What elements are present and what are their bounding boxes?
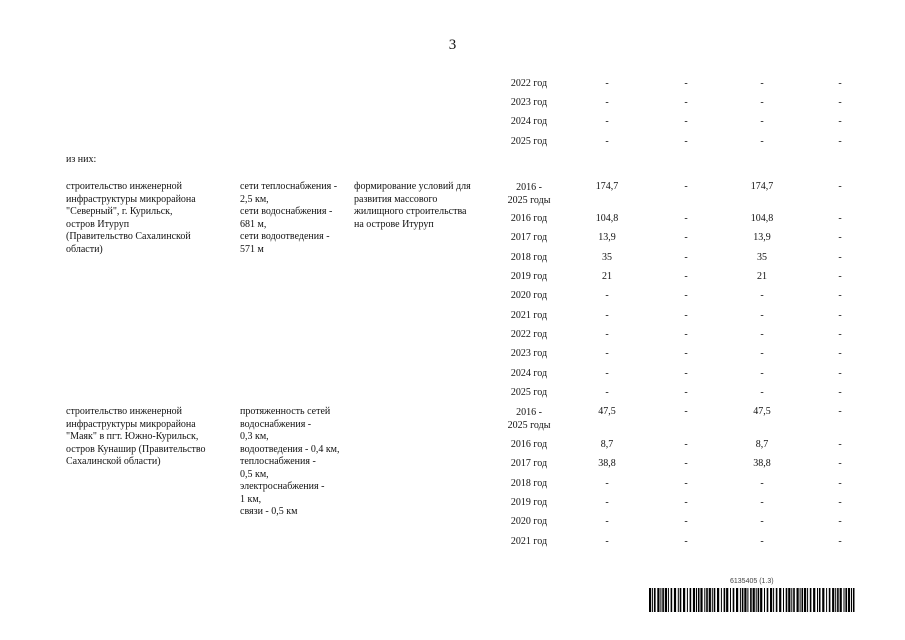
value-cell: 21 bbox=[757, 271, 767, 282]
year-range-cell: 2016 - 2025 годы bbox=[507, 182, 551, 206]
value-cell: - bbox=[838, 116, 842, 127]
value-cell: - bbox=[684, 536, 688, 547]
value-cell: 104,8 bbox=[595, 213, 619, 224]
value-cell: - bbox=[605, 290, 609, 301]
value-cell: - bbox=[838, 387, 842, 398]
year-cell: 2023 год bbox=[510, 348, 548, 359]
value-cell: - bbox=[838, 213, 842, 224]
value-cell: - bbox=[760, 116, 764, 127]
year-cell: 2018 год bbox=[510, 252, 548, 263]
value-cell: - bbox=[684, 516, 688, 527]
year-cell: 2016 год bbox=[510, 439, 548, 450]
of-them-label: из них: bbox=[66, 154, 97, 165]
value-cell: - bbox=[605, 310, 609, 321]
value-cell: - bbox=[760, 78, 764, 89]
project-capacity: сети теплоснабжения - 2,5 км, сети водоснабжения - 681 м, сети водоотведения - 571 м bbox=[240, 181, 338, 255]
project-goal: формирование условий для развития массового жилищного строительства на острове Итуруп bbox=[354, 181, 471, 230]
value-cell: - bbox=[684, 290, 688, 301]
value-cell: - bbox=[760, 478, 764, 489]
value-cell: - bbox=[838, 78, 842, 89]
value-cell: 38,8 bbox=[753, 458, 771, 469]
value-cell: - bbox=[760, 329, 764, 340]
year-range-cell: 2016 - 2025 годы bbox=[507, 407, 551, 431]
value-cell: - bbox=[605, 497, 609, 508]
value-cell: - bbox=[838, 478, 842, 489]
value-cell: - bbox=[838, 136, 842, 147]
value-cell: - bbox=[760, 310, 764, 321]
value-cell: - bbox=[838, 439, 842, 450]
value-cell: - bbox=[838, 181, 842, 192]
year-cell: 2021 год bbox=[510, 536, 548, 547]
value-cell: - bbox=[838, 271, 842, 282]
value-cell: 21 bbox=[602, 271, 612, 282]
year-cell: 2024 год bbox=[510, 116, 548, 127]
value-cell: - bbox=[684, 252, 688, 263]
value-cell: - bbox=[684, 181, 688, 192]
value-cell: 174,7 bbox=[750, 181, 774, 192]
value-cell: - bbox=[684, 387, 688, 398]
value-cell: - bbox=[760, 97, 764, 108]
value-cell: - bbox=[605, 136, 609, 147]
value-cell: 35 bbox=[602, 252, 612, 263]
value-cell: - bbox=[684, 232, 688, 243]
value-cell: - bbox=[605, 478, 609, 489]
value-cell: - bbox=[760, 136, 764, 147]
value-cell: - bbox=[838, 497, 842, 508]
year-cell: 2020 год bbox=[510, 290, 548, 301]
value-cell: - bbox=[684, 271, 688, 282]
value-cell: - bbox=[838, 252, 842, 263]
value-cell: - bbox=[838, 348, 842, 359]
year-cell: 2019 год bbox=[510, 271, 548, 282]
value-cell: - bbox=[684, 478, 688, 489]
value-cell: - bbox=[684, 458, 688, 469]
project-name: строительство инженерной инфраструктуры микрорайона "Маяк" в пгт. Южно-Курильск, остров Кунашир (Правительство Сахалинской области) bbox=[66, 406, 206, 467]
value-cell: - bbox=[684, 136, 688, 147]
value-cell: - bbox=[838, 97, 842, 108]
project-capacity: протяженность сетей водоснабжения - 0,3 км, водоотведения - 0,4 км, теплоснабжения - 0,5 км, электроснабжения - 1 км, связи - 0,5 км bbox=[240, 406, 340, 517]
year-cell: 2018 год bbox=[510, 478, 548, 489]
year-cell: 2023 год bbox=[510, 97, 548, 108]
year-cell: 2024 год bbox=[510, 368, 548, 379]
value-cell: - bbox=[684, 348, 688, 359]
value-cell: - bbox=[838, 516, 842, 527]
value-cell: - bbox=[684, 497, 688, 508]
value-cell: 13,9 bbox=[598, 232, 616, 243]
year-cell: 2020 год bbox=[510, 516, 548, 527]
value-cell: - bbox=[838, 290, 842, 301]
value-cell: - bbox=[605, 116, 609, 127]
value-cell: - bbox=[838, 536, 842, 547]
value-cell: - bbox=[605, 536, 609, 547]
year-cell: 2016 год bbox=[510, 213, 548, 224]
value-cell: - bbox=[684, 78, 688, 89]
year-cell: 2022 год bbox=[510, 78, 548, 89]
value-cell: - bbox=[605, 516, 609, 527]
value-cell: 8,7 bbox=[755, 439, 769, 450]
year-cell: 2025 год bbox=[510, 387, 548, 398]
value-cell: - bbox=[684, 116, 688, 127]
value-cell: - bbox=[684, 368, 688, 379]
year-cell: 2017 год bbox=[510, 232, 548, 243]
value-cell: - bbox=[760, 497, 764, 508]
year-cell: 2025 год bbox=[510, 136, 548, 147]
value-cell: - bbox=[838, 406, 842, 417]
year-cell: 2021 год bbox=[510, 310, 548, 321]
project-name: строительство инженерной инфраструктуры микрорайона "Северный", г. Курильск, остров Итуруп (Правительство Сахалинской области) bbox=[66, 181, 196, 255]
value-cell: - bbox=[760, 536, 764, 547]
year-cell: 2017 год bbox=[510, 458, 548, 469]
value-cell: 174,7 bbox=[595, 181, 619, 192]
value-cell: - bbox=[760, 348, 764, 359]
value-cell: - bbox=[684, 439, 688, 450]
value-cell: 104,8 bbox=[750, 213, 774, 224]
value-cell: - bbox=[760, 368, 764, 379]
value-cell: - bbox=[684, 213, 688, 224]
value-cell: - bbox=[760, 290, 764, 301]
value-cell: 38,8 bbox=[598, 458, 616, 469]
barcode-label: 6135405 (1.3) bbox=[730, 578, 774, 585]
value-cell: - bbox=[684, 329, 688, 340]
value-cell: 47,5 bbox=[598, 406, 616, 417]
value-cell: - bbox=[605, 368, 609, 379]
year-cell: 2022 год bbox=[510, 329, 548, 340]
value-cell: - bbox=[605, 387, 609, 398]
value-cell: - bbox=[684, 97, 688, 108]
value-cell: - bbox=[838, 458, 842, 469]
page-number: 3 bbox=[448, 37, 457, 53]
value-cell: - bbox=[838, 232, 842, 243]
value-cell: - bbox=[838, 310, 842, 321]
value-cell: - bbox=[605, 348, 609, 359]
value-cell: 8,7 bbox=[600, 439, 614, 450]
value-cell: 47,5 bbox=[753, 406, 771, 417]
value-cell: 13,9 bbox=[753, 232, 771, 243]
value-cell: - bbox=[684, 310, 688, 321]
value-cell: - bbox=[838, 368, 842, 379]
barcode bbox=[649, 588, 855, 612]
value-cell: - bbox=[605, 97, 609, 108]
year-cell: 2019 год bbox=[510, 497, 548, 508]
value-cell: - bbox=[838, 329, 842, 340]
value-cell: - bbox=[760, 516, 764, 527]
value-cell: - bbox=[605, 78, 609, 89]
value-cell: - bbox=[760, 387, 764, 398]
value-cell: - bbox=[684, 406, 688, 417]
value-cell: 35 bbox=[757, 252, 767, 263]
value-cell: - bbox=[605, 329, 609, 340]
